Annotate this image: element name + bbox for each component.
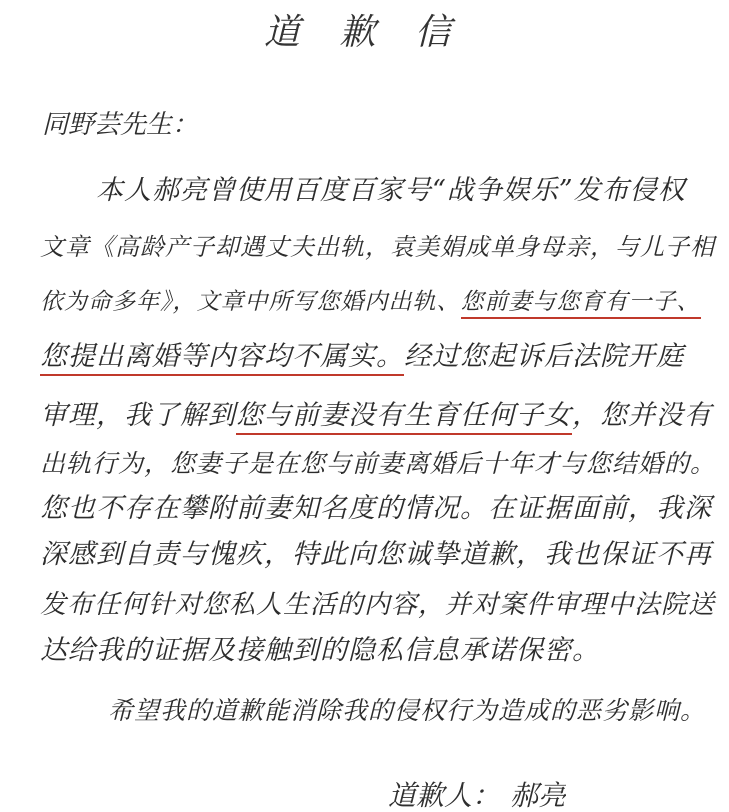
signature-label: 道歉人： (388, 779, 501, 812)
letter-title: 道 歉 信 (264, 12, 465, 53)
letter-line-8: 深感到自责与愧疚，特此向您诚挚道歉，我也保证不再 (40, 539, 712, 570)
salutation: 同野芸先生： (42, 110, 199, 140)
highlighted-phrase: 您提出离婚等内容均不属实。 (40, 341, 404, 376)
letter-line-1: 本人郝亮曾使用百度百家号“战争娱乐”发布侵权 (96, 175, 686, 206)
highlighted-phrase: 您与前妻没有生育任何子女 (236, 400, 572, 435)
letter-line-11: 希望我的道歉能消除我的侵权行为造成的恶劣影响。 (108, 696, 707, 725)
letter-line-6: 出轨行为，您妻子是在您与前妻离婚后十年才与您结婚的。 (40, 449, 717, 478)
letter-line-4: 您提出离婚等内容均不属实。经过您起诉后法院开庭 (40, 334, 684, 380)
letter-line-5: 审理，我了解到您与前妻没有生育任何子女，您并没有 (40, 393, 712, 439)
letter-line-7: 您也不存在攀附前妻知名度的情况。在证据面前，我深 (40, 493, 712, 524)
letter-line-3: 依为命多年》，文章中所写您婚内出轨、您前妻与您育有一子、 (40, 279, 701, 325)
letter-line-10: 达给我的证据及接触到的隐私信息承诺保密。 (40, 635, 600, 666)
highlighted-phrase: 您前妻与您育有一子、 (461, 289, 701, 319)
letter-line-9: 发布任何针对您私人生活的内容，并对案件审理中法院送 (40, 590, 716, 620)
signature (388, 774, 566, 812)
signature-name: 郝亮 (510, 779, 567, 812)
letter-line-2: 文章《高龄产子却遇丈夫出轨，袁美娟成单身母亲，与儿子相 (40, 233, 715, 261)
